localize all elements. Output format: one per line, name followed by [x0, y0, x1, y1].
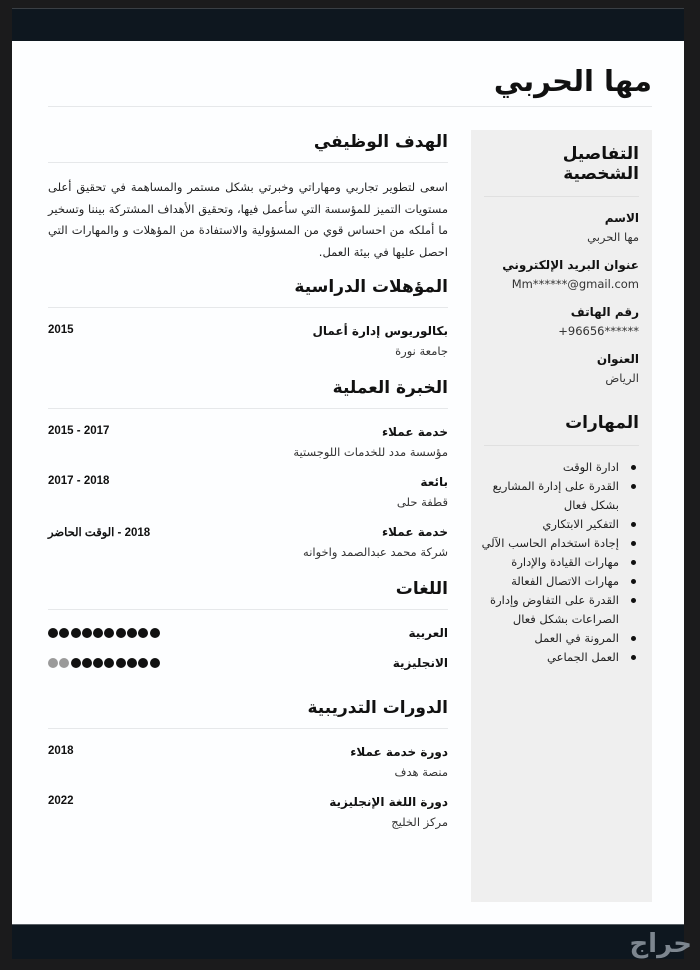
skill-item: القدرة على التفاوض وإدارة الصراعات بشكل فعال — [484, 591, 639, 629]
field-value: +96656****** — [558, 324, 639, 338]
entry-title: خدمة عملاء — [382, 525, 448, 539]
entry-place: قطفة حلى — [396, 495, 448, 509]
level-dot-filled — [71, 658, 81, 668]
level-dot-empty — [59, 658, 69, 668]
level-dot-filled — [93, 628, 103, 638]
level-dot-filled — [71, 628, 81, 638]
entry-title: خدمة عملاء — [382, 425, 448, 439]
languages-section — [48, 579, 448, 680]
field-value: مها الحربي — [587, 230, 639, 244]
skill-item: مهارات القيادة والإدارة — [484, 553, 639, 572]
objective-heading: الهدف الوظيفي — [48, 132, 448, 163]
level-dot-filled — [138, 628, 148, 638]
entry-date: 2022 — [48, 795, 74, 807]
field-label: رقم الهاتف — [570, 305, 639, 319]
entry-place: مؤسسة مدد للخدمات اللوجستية — [293, 445, 448, 459]
entry-place: مركز الخليج — [391, 815, 448, 829]
level-dot-filled — [104, 658, 114, 668]
level-dot-filled — [93, 658, 103, 668]
skill-item: القدرة على إدارة المشاريع بشكل فعال — [484, 477, 639, 515]
education-heading: المؤهلات الدراسية — [48, 277, 448, 308]
course-entry — [48, 745, 448, 779]
skill-item: العمل الجماعي — [484, 648, 639, 667]
top-dark-bar — [12, 8, 684, 42]
entry-date: 2018 - 2017 — [48, 475, 110, 487]
field-address — [484, 352, 639, 385]
resume-name: مها الحربي — [493, 64, 652, 98]
education-entry — [48, 324, 448, 358]
level-dot-filled — [116, 628, 126, 638]
personal-details-sidebar — [471, 130, 652, 902]
language-level-dots — [48, 658, 160, 668]
field-label: عنوان البريد الإلكتروني — [502, 258, 639, 272]
entry-date: 2017 - 2015 — [48, 425, 110, 437]
skills-list — [471, 458, 639, 667]
level-dot-empty — [48, 658, 58, 668]
language-level-dots — [48, 628, 160, 638]
entry-date: 2018 — [48, 745, 74, 757]
language-row — [48, 650, 448, 680]
experience-entry — [48, 525, 448, 559]
field-name — [484, 211, 639, 244]
haraj-watermark-logo: حراج — [629, 929, 692, 959]
language-name: العربية — [408, 626, 448, 640]
course-entry — [48, 795, 448, 829]
entry-place: منصة هدف — [394, 765, 448, 779]
entry-title: دورة خدمة عملاء — [350, 745, 448, 759]
level-dot-filled — [48, 628, 58, 638]
level-dot-filled — [82, 628, 92, 638]
field-phone — [484, 305, 639, 338]
entry-title: بائعة — [420, 475, 448, 489]
personal-details-heading: التفاصيل الشخصية — [484, 144, 639, 197]
level-dot-filled — [150, 658, 160, 668]
skill-item: إجادة استخدام الحاسب الآلي — [469, 534, 639, 553]
entry-date: 2018 - الوقت الحاضر — [48, 527, 151, 539]
experience-entry — [48, 475, 448, 509]
skill-item: التفكير الابتكاري — [484, 515, 639, 534]
skills-heading: المهارات — [484, 413, 639, 446]
level-dot-filled — [104, 628, 114, 638]
language-row — [48, 620, 448, 650]
courses-section — [48, 698, 448, 829]
skill-item: المرونة في العمل — [484, 629, 639, 648]
entry-place: شركة محمد عبدالصمد واخوانه — [303, 545, 448, 559]
experience-section — [48, 378, 448, 559]
courses-heading: الدورات التدريبية — [48, 698, 448, 729]
skill-item: ادارة الوقت — [484, 458, 639, 477]
languages-heading: اللغات — [48, 579, 448, 610]
skill-item: مهارات الاتصال الفعالة — [484, 572, 639, 591]
main-column — [48, 130, 448, 829]
name-divider — [48, 106, 652, 107]
level-dot-filled — [127, 658, 137, 668]
objective-section — [48, 132, 448, 263]
field-label: الاسم — [604, 211, 639, 225]
language-name: الانجليزية — [392, 656, 448, 670]
field-value: Mm******@gmail.com — [511, 277, 639, 291]
entry-title: دورة اللغة الإنجليزية — [329, 795, 448, 809]
field-value: الرياض — [605, 371, 639, 385]
entry-title: بكالوريوس إدارة أعمال — [312, 324, 448, 338]
bottom-dark-bar — [12, 924, 684, 959]
level-dot-filled — [150, 628, 160, 638]
level-dot-filled — [59, 628, 69, 638]
entry-place: جامعة نورة — [395, 344, 448, 358]
experience-entry — [48, 425, 448, 459]
education-section — [48, 277, 448, 358]
level-dot-filled — [82, 658, 92, 668]
level-dot-filled — [138, 658, 148, 668]
experience-heading: الخبرة العملية — [48, 378, 448, 409]
level-dot-filled — [127, 628, 137, 638]
objective-text: اسعى لتطوير تجاربي ومهاراتي وخبرتي بشكل مستمر والمساهمة في تحقيق أعلى مستويات التميز للمؤسسة التي سأعمل فيها، وتحقيق الأهداف المشتركة بيننا وتسخير ما أملكه من احساس قوي من المسؤولية والاستفادة من المؤهلات و والمهارات التي احصل عليها في بيئة العمل. — [48, 180, 448, 259]
field-email — [484, 258, 639, 291]
level-dot-filled — [116, 658, 126, 668]
entry-date: 2015 — [48, 324, 74, 336]
field-label: العنوان — [596, 352, 639, 366]
